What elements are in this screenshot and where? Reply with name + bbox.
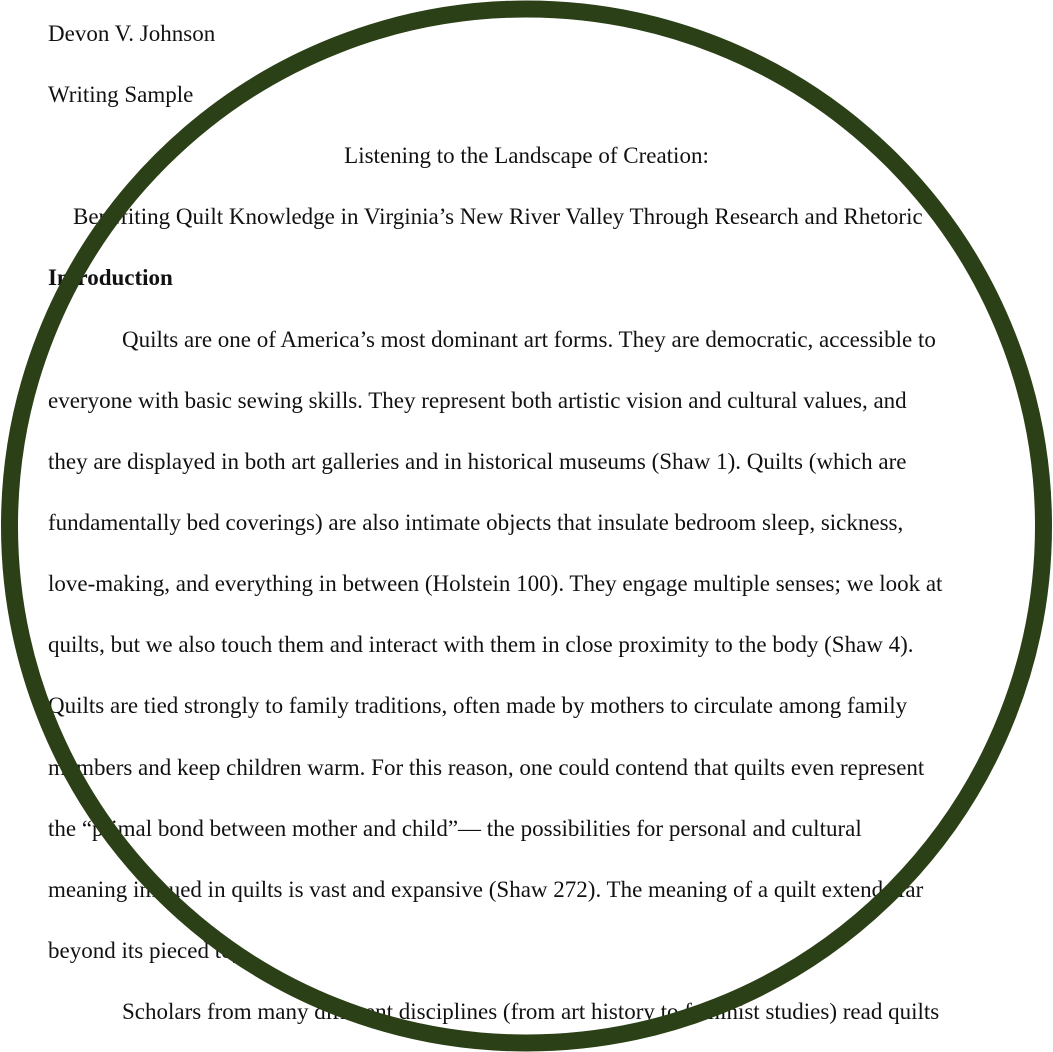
title-line-2: Benefiting Quilt Knowledge in Virginia’s New River Valley Through Research and Rhetoric [73,204,923,229]
paragraph-line: meaning imbued in quilts is vast and expansive (Shaw 272). The meaning of a quilt extends far [48,877,924,902]
author-name: Devon V. Johnson [48,21,216,46]
paragraph-line: everyone with basic sewing skills. They represent both artistic vision and cultural values, and [48,388,907,413]
paragraph-line: beyond its pieced top. [48,938,250,963]
paragraph-line: Quilts are tied strongly to family traditions, often made by mothers to circulate among family [48,693,908,718]
paragraph-line: fundamentally bed coverings) are also intimate objects that insulate bedroom sleep, sickness, [48,510,904,535]
paragraph-line: members and keep children warm. For this reason, one could contend that quilts even represent [48,755,925,780]
paragraph-line: the “primal bond between mother and child”— the possibilities for personal and cultural [48,816,862,841]
paragraph-line: quilts, but we also touch them and interact with them in close proximity to the body (Shaw 4). [48,632,914,657]
document-type: Writing Sample [48,82,194,107]
paragraph-line: love-making, and everything in between (Holstein 100). They engage multiple senses; we look at [48,571,943,596]
section-heading: Introduction [48,265,173,290]
paragraph-line: they are displayed in both art galleries and in historical museums (Shaw 1). Quilts (which are [48,449,907,474]
title-line-1: Listening to the Landscape of Creation: [344,143,709,168]
paragraph-line: Quilts are one of America’s most dominant art forms. They are democratic, accessible to [122,327,936,352]
paragraph-line: Scholars from many different disciplines (from art history to feminist studies) read quilts [122,999,940,1024]
